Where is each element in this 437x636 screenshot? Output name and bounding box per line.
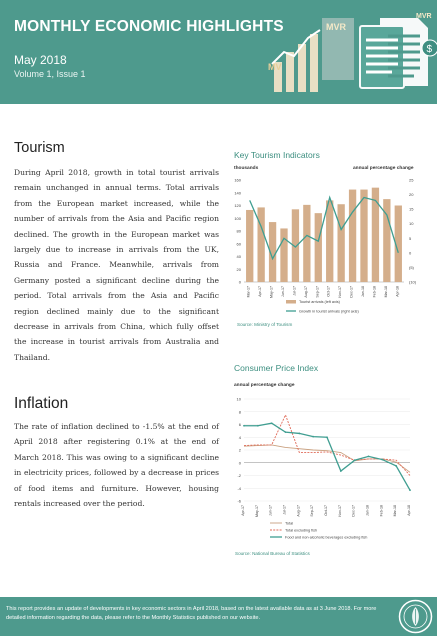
legend-label-growth: Growth in tourist arrivals (right axis) xyxy=(299,309,359,314)
y-tick-label: 8 xyxy=(238,409,241,415)
x-tick-label: Oct-17 xyxy=(324,505,328,516)
mvr-label-3: MVR xyxy=(416,13,432,20)
y-tick-label: -2 xyxy=(237,473,241,478)
x-tick-label: Apr-17 xyxy=(241,505,245,516)
x-tick-label: May-17 xyxy=(254,505,259,517)
right-tick-label: 20 xyxy=(409,192,414,198)
series-point xyxy=(340,470,342,472)
y-tick-label: 0 xyxy=(238,460,241,466)
left-tick-label: 40 xyxy=(236,254,241,259)
x-tick-label: Apr-17 xyxy=(258,286,263,297)
right-tick-label: 25 xyxy=(409,177,414,183)
arrivals-bar xyxy=(315,213,322,282)
header-documents-graphic xyxy=(262,4,437,100)
left-tick-label: 100 xyxy=(234,215,241,221)
volume-issue: Volume 1, Issue 1 xyxy=(14,69,86,79)
series-point xyxy=(298,433,300,435)
x-tick-label: May-17 xyxy=(269,286,274,298)
left-tick-label: 0 xyxy=(238,279,241,285)
legend-label: Total excluding fish xyxy=(285,528,318,533)
right-tick-label: 10 xyxy=(409,221,414,227)
left-tick-label: 160 xyxy=(234,177,241,183)
x-tick-label: Jan-18 xyxy=(361,286,365,297)
x-tick-label: Nov-17 xyxy=(337,505,342,517)
tourism-right-axis-label: annual percentage change xyxy=(353,166,414,171)
series-line-total xyxy=(244,445,410,472)
y-tick-label: -4 xyxy=(237,485,241,491)
right-tick-label: 15 xyxy=(409,206,414,212)
y-tick-label: 2 xyxy=(238,447,241,453)
x-tick-label: Mar-18 xyxy=(383,286,388,298)
series-point xyxy=(326,436,328,438)
x-tick-label: Sep-17 xyxy=(315,286,320,298)
left-tick-label: 140 xyxy=(234,190,241,196)
y-tick-label: -6 xyxy=(237,498,241,504)
series-point xyxy=(354,459,356,461)
mvr-label-2: MV xyxy=(268,62,282,72)
arrivals-bar xyxy=(326,200,333,282)
x-tick-label: Feb-18 xyxy=(379,505,384,517)
tourism-left-axis-label: thousands xyxy=(234,166,259,171)
x-tick-label: Jun-17 xyxy=(268,505,273,516)
left-tick-label: 60 xyxy=(236,241,241,247)
cpi-axis-label: annual percentage change xyxy=(234,383,295,388)
x-tick-label: Oct-17 xyxy=(326,286,331,297)
x-tick-label: Dec-17 xyxy=(351,505,356,517)
x-tick-label: Apr-18 xyxy=(395,286,400,297)
cpi-source: Source: National Bureau of Statistics xyxy=(235,551,310,556)
report-title: MONTHLY ECONOMIC HIGHLIGHTS xyxy=(14,18,284,35)
x-tick-label: Jul-17 xyxy=(282,505,287,515)
right-tick-label: (10) xyxy=(409,279,417,285)
header-banner xyxy=(0,0,437,104)
y-tick-label: 10 xyxy=(236,396,241,402)
x-tick-label: Jan-18 xyxy=(365,505,370,516)
right-tick-label: (5) xyxy=(409,264,414,270)
arrivals-bar xyxy=(337,204,344,282)
cpi-chart xyxy=(230,393,430,549)
tourism-heading: Tourism xyxy=(14,140,65,156)
issue-date: May 2018 xyxy=(14,53,67,67)
series-point xyxy=(368,455,370,457)
left-tick-label: 20 xyxy=(236,266,241,272)
footer-note: This report provides an update of developments in key economic sectors in April 2018, based on the latest available data as at 3 June 2018. For more detailed information regarding the data, please refer to the Monthly Statistics published on our website. xyxy=(6,606,377,621)
right-tick-label: 0 xyxy=(409,250,412,256)
x-tick-label: Mar-18 xyxy=(393,505,398,517)
x-tick-label: Aug-17 xyxy=(303,286,308,298)
series-point xyxy=(271,422,273,424)
legend-label-arrivals: Tourist arrivals (left axis) xyxy=(299,300,340,304)
tourism-source: Source: Ministry of Tourism xyxy=(237,322,293,327)
legend-swatch-arrivals xyxy=(286,300,296,304)
series-point xyxy=(395,465,397,467)
series-point xyxy=(243,425,245,427)
series-point xyxy=(409,489,411,491)
x-tick-label: Mar-17 xyxy=(246,286,251,298)
arrivals-bar xyxy=(349,190,356,282)
x-tick-label: Dec-17 xyxy=(349,286,354,298)
tourism-chart xyxy=(230,172,430,322)
dollar-icon: $ xyxy=(426,44,433,55)
arrivals-bar xyxy=(360,190,367,282)
x-tick-label: Jun-17 xyxy=(281,286,285,297)
series-point xyxy=(285,431,287,433)
tourism-chart-title: Key Tourism Indicators xyxy=(234,150,320,160)
x-tick-label: Apr-18 xyxy=(407,505,411,516)
x-tick-label: Feb-18 xyxy=(372,286,377,298)
x-tick-label: Sep-17 xyxy=(310,505,315,517)
tourism-body: During April 2018, growth in total tourist arrivals remain unchanged in annual terms. Total arrivals from the European market increased, while the number of arrivals from the Asia and Pacific region declined. The growth in the European market was largely due to increase in arrivals from the UK, Russia and France. Meanwhile, arrivals from Germany posted a significant decline during the period. Total arrivals from the Asia and Pacific region declined mainly due to the significant decrease in arrivals from China, which fully offset the increase in tourist arrivals from Australia and Thailand. xyxy=(14,168,219,362)
right-tick-label: 5 xyxy=(409,235,412,241)
mvr-label-1: MVR xyxy=(326,22,346,32)
arrivals-bar xyxy=(246,210,253,282)
left-tick-label: 80 xyxy=(236,228,241,234)
series-point xyxy=(257,425,259,427)
x-tick-label: Aug-17 xyxy=(296,505,301,517)
y-tick-label: 6 xyxy=(238,422,241,427)
x-tick-label: Nov-17 xyxy=(338,286,343,298)
footer-bar xyxy=(0,597,437,636)
arrivals-bar xyxy=(372,188,379,282)
inflation-body: The rate of inflation declined to -1.5% at the end of April 2018 after registering 0.1% at the end of March 2018. This was owing to a significant decline in electricity prices, followed by a decrease in prices of food items and furniture. However, housing rentals increased over the period. xyxy=(14,422,219,509)
legend-label: Total xyxy=(285,521,294,526)
x-tick-label: Jul-17 xyxy=(292,286,297,296)
series-point xyxy=(312,436,314,438)
arrivals-bar xyxy=(303,205,310,282)
y-tick-label: 4 xyxy=(238,434,241,440)
bank-seal-icon xyxy=(398,599,433,634)
arrivals-bar xyxy=(257,207,264,282)
inflation-heading: Inflation xyxy=(14,395,69,412)
series-line-food-nonalc xyxy=(244,423,410,490)
left-tick-label: 120 xyxy=(234,203,241,208)
cpi-chart-title: Consumer Price Index xyxy=(234,363,319,373)
series-point xyxy=(381,459,383,461)
legend-label: Food and non-alcoholic beverages excluding fish xyxy=(285,535,368,540)
arrivals-bar xyxy=(280,228,287,282)
